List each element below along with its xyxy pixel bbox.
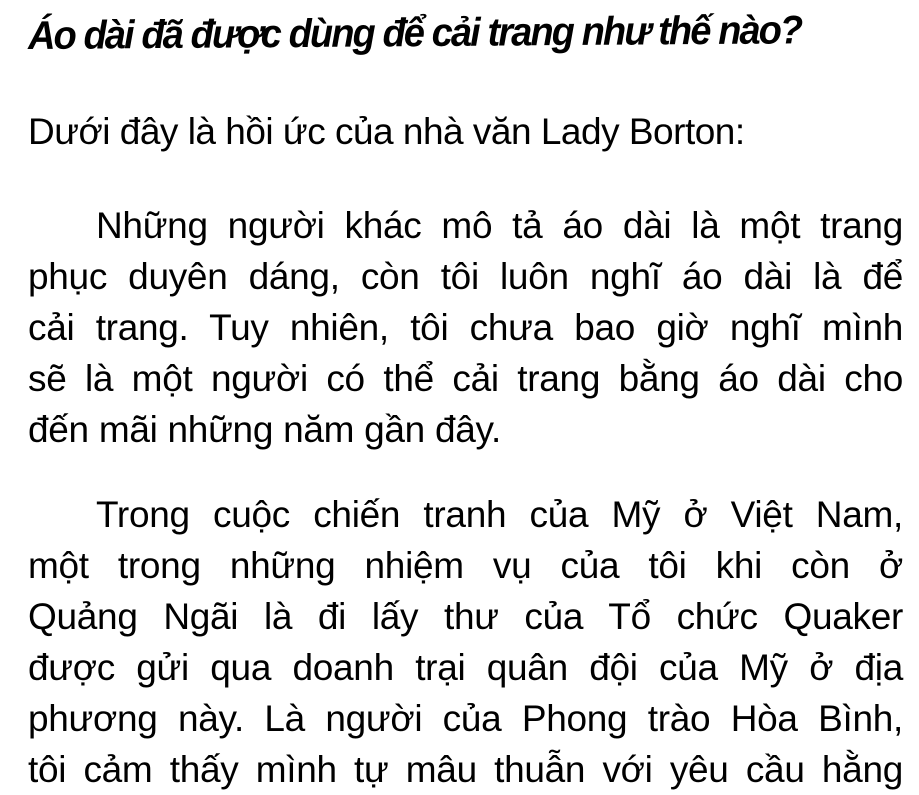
paragraph-line: Những người khác mô tả áo dài là một trang xyxy=(96,205,903,246)
paragraph-line: được gửi qua doanh trại quân đội của Mỹ ở địa xyxy=(28,647,903,688)
paragraph-line: phục duyên dáng, còn tôi luôn nghĩ áo dài là để xyxy=(28,256,903,297)
intro-line: Dưới đây là hồi ức của nhà văn Lady Borton: xyxy=(28,111,745,152)
paragraph-line: tôi cảm thấy mình tự mâu thuẫn với yêu cầu hằng xyxy=(28,749,903,790)
paragraph-line: sẽ là một người có thể cải trang bằng áo dài cho xyxy=(28,358,903,399)
paragraph-line: một trong những nhiệm vụ của tôi khi còn ở xyxy=(28,545,903,586)
paragraph xyxy=(28,489,903,795)
paragraph-line: đến mãi những năm gần đây. xyxy=(28,409,501,450)
body-paragraphs xyxy=(28,200,903,795)
page-title: Áo dài đã được dùng để cải trang như thế nào? xyxy=(27,8,802,58)
paragraph xyxy=(28,200,903,455)
paragraph-line: Quảng Ngãi là đi lấy thư của Tổ chức Quaker xyxy=(28,596,903,637)
paragraph-line: Trong cuộc chiến tranh của Mỹ ở Việt Nam, xyxy=(96,494,903,535)
paragraph-line: phương này. Là người của Phong trào Hòa Bình, xyxy=(28,698,903,739)
paragraph-line: cải trang. Tuy nhiên, tôi chưa bao giờ nghĩ mình xyxy=(28,307,903,348)
